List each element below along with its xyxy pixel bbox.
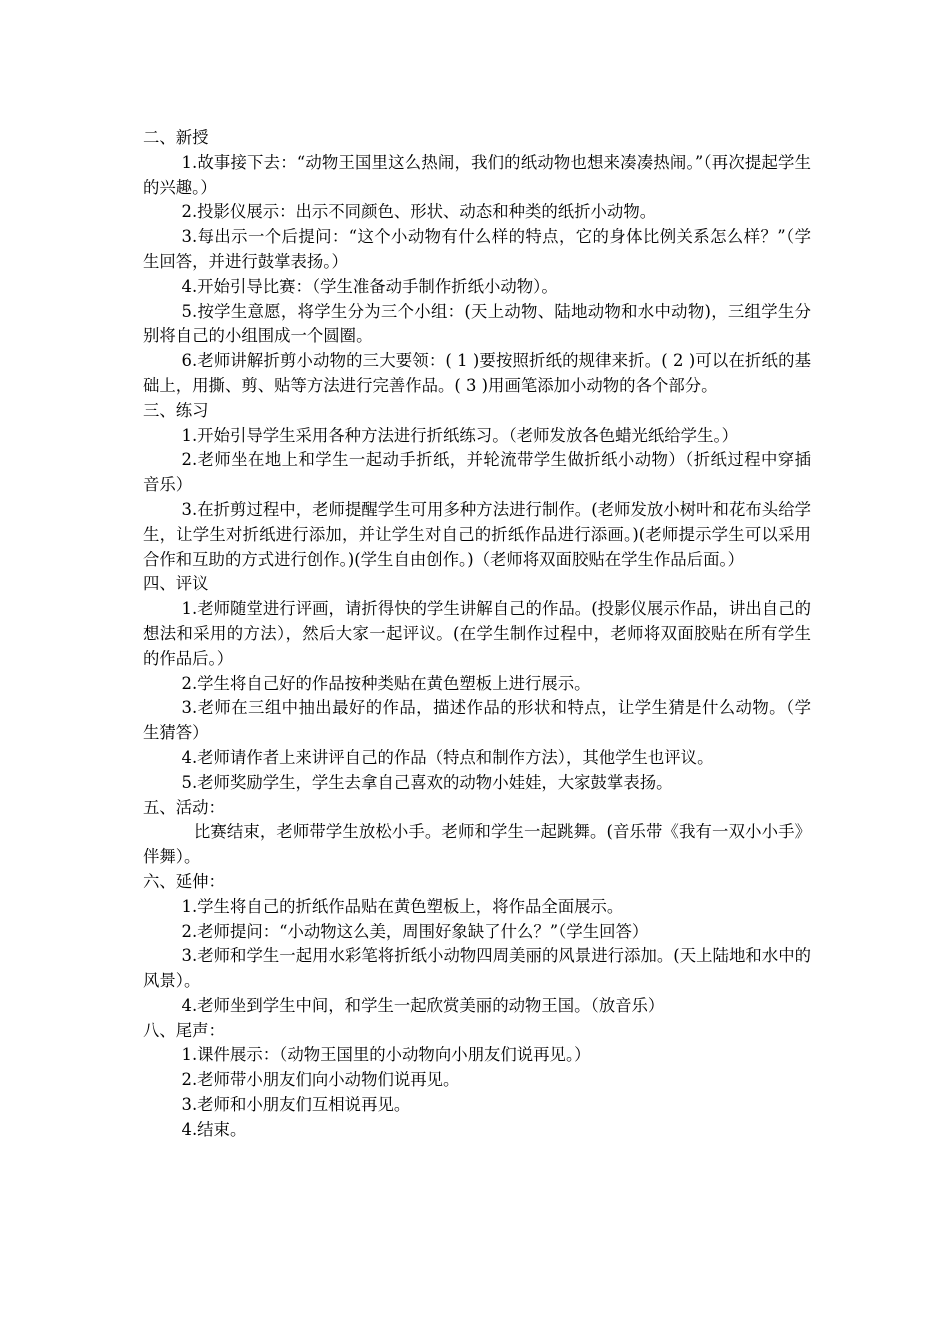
document-page [143,126,811,1143]
section-heading-ending: 八、尾声： [143,1020,225,1040]
paragraph: 3.老师和小朋友们互相说再见。 [181,1095,411,1115]
paragraph: 1.学生将自己的折纸作品贴在黄色塑板上，将作品全面展示。 [181,896,624,916]
paragraph: 比赛结束，老师带学生放松小手。老师和学生一起跳舞。(音乐带《我有一双小小手》伴舞）。 [143,822,811,867]
paragraph: 3.老师和学生一起用水彩笔将折纸小动物四周美丽的风景进行添加。(天上陆地和水中的风景）。 [143,946,811,991]
paragraph: 1.老师随堂进行评画，请折得快的学生讲解自己的作品。(投影仪展示作品，讲出自己的想法和采用的方法），然后大家一起评议。(在学生制作过程中，老师将双面胶贴在所有学生的作品后。） [143,599,811,668]
paragraph: 5.按学生意愿，将学生分为三个小组：(天上动物、陆地动物和水中动物)，三组学生分别将自己的小组围成一个圆圈。 [143,301,811,346]
section-heading-extension: 六、延伸： [143,871,225,891]
paragraph: 2.老师坐在地上和学生一起动手折纸，并轮流带学生做折纸小动物）（折纸过程中穿插音乐） [143,450,811,495]
paragraph: 5.老师奖励学生，学生去拿自己喜欢的动物小娃娃，大家鼓掌表扬。 [181,772,673,792]
section-heading-practice: 三、练习 [143,400,209,420]
paragraph: 3.每出示一个后提问：“这个小动物有什么样的特点，它的身体比例关系怎么样？”（学生回答，并进行鼓掌表扬。） [143,227,811,271]
paragraph: 1.故事接下去：“动物王国里这么热闹，我们的纸动物也想来凑凑热闹。”（再次提起学生的兴趣。） [143,152,811,197]
paragraph: 1.开始引导学生采用各种方法进行折纸练习。（老师发放各色蜡光纸给学生。） [181,425,739,445]
section-heading-activity: 五、活动： [143,797,225,817]
paragraph: 6.老师讲解折剪小动物的三大要领：( 1 )要按照折纸的规律来折。( 2 )可以在折纸的基础上，用撕、剪、贴等方法进行完善作品。( 3 )用画笔添加小动物的各个部分。 [143,351,811,395]
section-heading-review: 四、评议 [143,574,209,594]
paragraph: 1.课件展示：（动物王国里的小动物向小朋友们说再见。） [181,1045,591,1065]
paragraph: 2.学生将自己好的作品按种类贴在黄色塑板上进行展示。 [181,673,591,693]
paragraph: 3.老师在三组中抽出最好的作品，描述作品的形状和特点，让学生猜是什么动物。（学生猜答） [143,698,811,743]
paragraph: 4.老师请作者上来讲评自己的作品（特点和制作方法），其他学生也评议。 [181,747,714,767]
paragraph: 4.开始引导比赛：（学生准备动手制作折纸小动物）。 [181,276,558,296]
paragraph: 2.老师提问：“小动物这么美，周围好象缺了什么？”（学生回答） [181,921,649,941]
paragraph: 3.在折剪过程中，老师提醒学生可用多种方法进行制作。(老师发放小树叶和花布头给学生，让学生对折纸进行添加，并让学生对自己的折纸作品进行添画。)(老师提示学生可以采用合作和互助的方式进行创作。)(学生自由创作。)（老师将双面胶贴在学生作品后面。） [143,499,811,569]
section-heading-new-lesson: 二、新授 [143,128,209,147]
paragraph: 4.结束。 [181,1119,247,1139]
paragraph: 4.老师坐到学生中间，和学生一起欣赏美丽的动物王国。（放音乐） [181,995,665,1015]
paragraph: 2.投影仪展示：出示不同颜色、形状、动态和种类的纸折小动物。 [181,202,657,222]
paragraph: 2.老师带小朋友们向小动物们说再见。 [181,1070,460,1090]
